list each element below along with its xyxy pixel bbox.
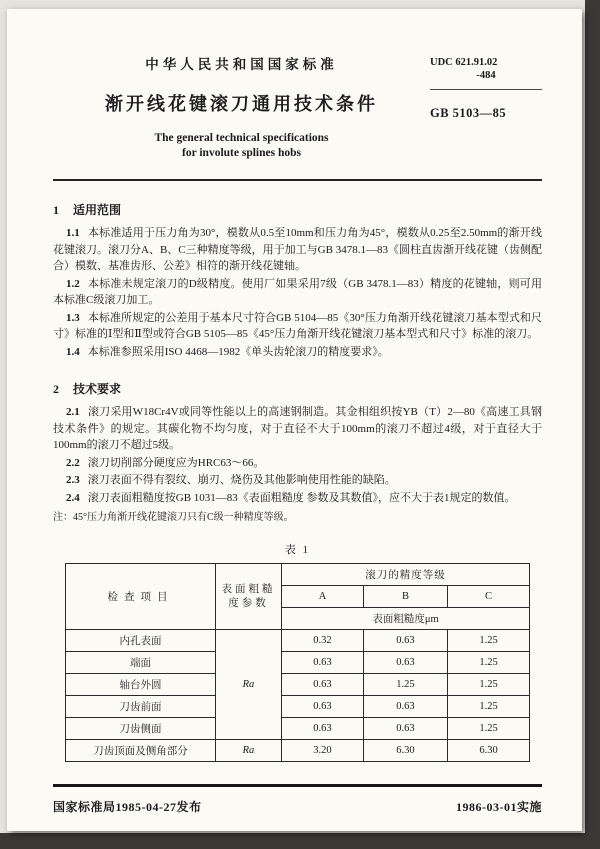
footnote: 注：45°压力角渐开线花键滚刀只有C级一种精度等级。: [53, 512, 294, 523]
clause-2-4: [53, 490, 542, 507]
row-item-label: 刀齿顶面及侧角部分: [65, 740, 215, 762]
clause-number: 2.3: [66, 474, 80, 486]
value-a: 0.63: [281, 674, 363, 696]
clause-number: 2.2: [66, 456, 80, 469]
page-title: 渐开线花键滚刀通用技术条件: [105, 94, 378, 114]
surface-roughness-table: [65, 563, 530, 762]
value-c: 1.25: [447, 652, 529, 674]
table-row: [65, 652, 529, 674]
clause-text: 滚刀表面不得有裂纹、崩刃、烧伤及其他影响使用性能的缺陷。: [87, 474, 396, 486]
roughness-symbol-ra: Ra: [215, 740, 281, 762]
national-standard-label: 中华人民共和国国家标准: [145, 57, 338, 72]
row-item-label: 端面: [65, 652, 215, 674]
clause-text: 滚刀表面粗糙度按GB 1031—83《表面粗糙度 参数及其数值》，应不大于表1规定的数值。: [87, 491, 516, 504]
implementation-date-text: 1986-03-01实施: [456, 800, 542, 814]
table-row: [65, 674, 529, 696]
udc-line1: UDC 621.91.02: [430, 57, 498, 68]
col-header-inspection-item: 检查项目: [65, 564, 215, 630]
roughness-symbol-ra: Ra: [215, 630, 281, 740]
value-b: 0.63: [363, 652, 447, 674]
value-a: 0.63: [281, 696, 363, 718]
section-1-number: 1: [53, 203, 59, 217]
value-c: 1.25: [447, 696, 529, 718]
section-2-number: 2: [53, 382, 59, 396]
standard-code: GB 5103—85: [430, 106, 507, 120]
table-header-row-1: [65, 564, 529, 586]
udc-number: [430, 56, 542, 90]
clause-number: 1.4: [66, 345, 80, 358]
document-footer: [53, 798, 542, 815]
value-a: 0.63: [281, 652, 363, 674]
value-c: 1.25: [447, 718, 529, 740]
clause-text: 滚刀采用W18Cr4V或同等性能以上的高速钢制造。其金相组织按YB（T）2—80《高速工具钢技术条件》的规定。其碳化物不均匀度，对于直径不大于100mm的滚刀不超过4级，对于直径大于100mm的滚刀不超过5级。: [53, 406, 542, 451]
section-technical-requirements: [53, 380, 542, 525]
value-b: 1.25: [363, 674, 447, 696]
value-c: 1.25: [447, 630, 529, 652]
row-item-label: 轴台外圆: [65, 674, 215, 696]
value-a: 0.63: [281, 718, 363, 740]
clause-number: 2.1: [66, 406, 80, 418]
value-b: 0.63: [363, 696, 447, 718]
header-right-block: [430, 53, 542, 121]
table-row: [65, 740, 529, 762]
header-center: [53, 53, 430, 161]
grade-a-header: A: [281, 586, 363, 608]
section-1-title: 适用范围: [73, 203, 122, 217]
grade-c-header: C: [447, 586, 529, 608]
clause-1-2: [53, 276, 542, 309]
clause-text: 本标准适用于压力角为30°，模数从0.5至10mm和压力角为45°，模数从0.25至2.50mm的渐开线花键滚刀。滚刀分A、B、C三种精度等级，用于加工与GB 3478.1—83《圆柱直齿渐开线花键（齿侧配合）模数、基准齿形、公差》相符的渐开线花键轴。: [53, 227, 542, 272]
value-a: 0.32: [281, 630, 363, 652]
grade-b-header: B: [363, 586, 447, 608]
english-title-line1: The general technical specifications: [154, 132, 329, 144]
value-c: 1.25: [447, 674, 529, 696]
clause-2-2: [53, 455, 542, 472]
value-c: 6.30: [447, 740, 529, 762]
issued-by-text: 国家标准局1985-04-27发布: [53, 800, 202, 814]
clause-text: 本标准所规定的公差用于基本尺寸符合GB 5104—85《30°压力角渐开线花键滚刀基本型式和尺寸》标准的Ⅰ型和Ⅱ型或符合GB 5105—85《45°压力角渐开线花键滚刀基本型式和尺寸》标准的滚刀。: [53, 311, 542, 340]
clause-1-4: [53, 344, 542, 361]
row-item-label: 内孔表面: [65, 630, 215, 652]
document-page: [7, 9, 582, 831]
scan-shadow-bottom: [0, 833, 600, 849]
value-b: 6.30: [363, 740, 447, 762]
section-2-title: 技术要求: [73, 382, 122, 396]
udc-line2: -484: [476, 70, 496, 81]
row-item-label: 刀齿前面: [65, 696, 215, 718]
unit-subheader: 表面粗糙度μm: [281, 608, 529, 630]
clause-text: 本标准参照采用ISO 4468—1982《单头齿轮滚刀的精度要求》。: [87, 345, 389, 358]
clause-text: 滚刀切削部分硬度应为HRC63～66。: [87, 456, 265, 469]
clause-2-3: [53, 472, 542, 489]
clause-number: 1.1: [66, 227, 80, 239]
table-row: [65, 696, 529, 718]
value-a: 3.20: [281, 740, 363, 762]
value-b: 0.63: [363, 718, 447, 740]
clause-number: 2.4: [66, 491, 80, 504]
section-1-heading: [53, 201, 542, 218]
section-scope: [53, 201, 542, 360]
clause-1-1: [53, 225, 542, 275]
value-b: 0.63: [363, 630, 447, 652]
clause-text: 本标准未规定滚刀的D级精度。使用厂如果采用7级（GB 3478.1—83）精度的花键轴，则可用本标准C级滚刀加工。: [53, 277, 542, 306]
table-caption: 表 1: [284, 544, 311, 556]
footer-divider-rule: [53, 784, 542, 787]
table-row: [65, 718, 529, 740]
clause-number: 1.2: [66, 277, 80, 290]
header-divider-rule: [53, 179, 542, 181]
clause-1-3: [53, 310, 542, 343]
table-row: [65, 630, 529, 652]
document-header: [53, 53, 542, 161]
col-header-roughness-parameter: 表面粗糙度参数: [215, 564, 281, 630]
col-header-accuracy-grades: 滚刀的精度等级: [281, 564, 529, 586]
row-item-label: 刀齿侧面: [65, 718, 215, 740]
scan-shadow-right: [585, 0, 600, 849]
english-title-line2: for involute splines hobs: [182, 147, 301, 159]
clause-number: 1.3: [66, 311, 80, 324]
section-2-heading: [53, 380, 542, 397]
clause-2-1: [53, 404, 542, 454]
